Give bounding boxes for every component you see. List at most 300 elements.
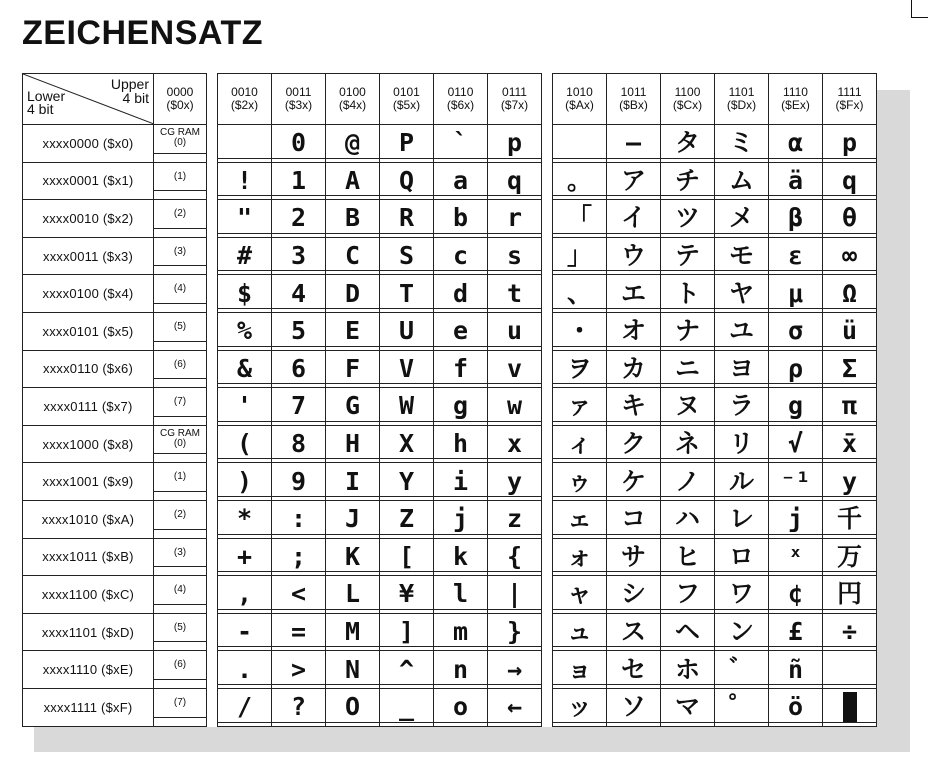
cell-baseline bbox=[607, 383, 660, 384]
cell-baseline bbox=[488, 346, 541, 347]
cell-baseline bbox=[488, 571, 541, 572]
row-label: xxxx1011 ($xB) bbox=[23, 538, 154, 576]
cell-baseline bbox=[823, 158, 876, 159]
column-hex: ($7x) bbox=[500, 98, 529, 112]
cell-baseline bbox=[553, 458, 606, 459]
char-glyph: ネ bbox=[674, 429, 700, 459]
column-header bbox=[380, 74, 434, 125]
char-cell bbox=[218, 425, 272, 463]
cell-baseline bbox=[434, 270, 487, 271]
char-cell bbox=[715, 538, 769, 576]
cell-baseline bbox=[434, 421, 487, 422]
solid-block-glyph bbox=[843, 692, 857, 722]
char-cell bbox=[380, 688, 434, 726]
cell-baseline bbox=[823, 684, 876, 685]
char-cell bbox=[553, 613, 607, 651]
column-gap bbox=[542, 388, 553, 426]
cgram-cell bbox=[154, 688, 207, 726]
cgram-cell bbox=[154, 388, 207, 426]
cell-baseline bbox=[380, 270, 433, 271]
cell-baseline bbox=[434, 571, 487, 572]
column-header bbox=[607, 74, 661, 125]
cgram-cell bbox=[154, 275, 207, 313]
char-glyph: [ bbox=[398, 541, 415, 571]
cell-baseline bbox=[218, 308, 271, 309]
cgram-divider bbox=[154, 341, 206, 342]
char-cell bbox=[434, 350, 488, 388]
char-glyph: ト bbox=[674, 278, 700, 308]
cgram-index: (4) bbox=[173, 283, 187, 295]
cell-baseline bbox=[488, 270, 541, 271]
char-cell bbox=[326, 576, 380, 614]
char-cell bbox=[715, 162, 769, 200]
char-cell bbox=[823, 275, 877, 313]
char-cell bbox=[272, 425, 326, 463]
char-glyph: ; bbox=[290, 541, 307, 571]
char-glyph: c bbox=[452, 241, 469, 271]
cell-baseline bbox=[326, 233, 379, 234]
cell-baseline bbox=[715, 421, 768, 422]
cgram-cell bbox=[154, 538, 207, 576]
char-cell bbox=[661, 425, 715, 463]
char-cell bbox=[434, 162, 488, 200]
char-glyph: ヤ bbox=[728, 278, 754, 308]
cgram-divider bbox=[154, 566, 206, 567]
column-header bbox=[769, 74, 823, 125]
char-cell bbox=[715, 312, 769, 350]
char-glyph: e bbox=[452, 316, 469, 346]
cgram-label bbox=[154, 209, 206, 219]
cgram-index: (5) bbox=[173, 621, 187, 633]
cell-baseline bbox=[434, 346, 487, 347]
cell-baseline bbox=[326, 722, 379, 723]
char-glyph: ヲ bbox=[566, 353, 592, 383]
char-glyph: M bbox=[344, 617, 361, 647]
char-cell bbox=[272, 312, 326, 350]
char-cell bbox=[823, 463, 877, 501]
corner-header bbox=[23, 74, 154, 125]
cell-baseline bbox=[823, 646, 876, 647]
cgram-label bbox=[154, 510, 206, 520]
cell-baseline bbox=[434, 195, 487, 196]
cell-baseline bbox=[488, 421, 541, 422]
table-body bbox=[23, 125, 877, 727]
cell-baseline bbox=[326, 421, 379, 422]
char-cell bbox=[380, 200, 434, 238]
char-cell bbox=[661, 538, 715, 576]
cell-baseline bbox=[607, 684, 660, 685]
char-cell bbox=[326, 613, 380, 651]
char-glyph: 6 bbox=[290, 353, 307, 383]
char-glyph: u bbox=[506, 316, 523, 346]
char-glyph: I bbox=[344, 466, 361, 496]
row-label: xxxx0000 ($x0) bbox=[23, 125, 154, 163]
cgram-divider bbox=[154, 604, 206, 605]
cell-baseline bbox=[434, 534, 487, 535]
table-row bbox=[23, 538, 877, 576]
cell-baseline bbox=[488, 609, 541, 610]
char-cell bbox=[326, 688, 380, 726]
char-glyph: 5 bbox=[290, 316, 307, 346]
column-header bbox=[553, 74, 607, 125]
cell-baseline bbox=[488, 158, 541, 159]
char-cell bbox=[715, 576, 769, 614]
cell-baseline bbox=[715, 684, 768, 685]
char-glyph: メ bbox=[728, 203, 754, 233]
cell-baseline bbox=[218, 158, 271, 159]
char-glyph: y bbox=[506, 466, 523, 496]
char-glyph: モ bbox=[728, 241, 754, 271]
cell-baseline bbox=[823, 722, 876, 723]
column-gap bbox=[542, 576, 553, 614]
char-glyph: o bbox=[452, 692, 469, 722]
char-glyph: Ω bbox=[841, 278, 858, 308]
char-glyph: θ bbox=[841, 203, 858, 233]
char-glyph: ゛ bbox=[728, 654, 754, 684]
char-cell bbox=[272, 651, 326, 689]
char-cell bbox=[488, 463, 542, 501]
column-gap bbox=[207, 388, 218, 426]
column-header bbox=[661, 74, 715, 125]
char-cell bbox=[715, 613, 769, 651]
cgram-index: (3) bbox=[173, 245, 187, 257]
char-cell bbox=[272, 500, 326, 538]
char-glyph: ヌ bbox=[674, 391, 700, 421]
char-cell bbox=[607, 237, 661, 275]
column-hex: ($Ex) bbox=[781, 98, 810, 112]
char-cell bbox=[661, 613, 715, 651]
char-cell bbox=[218, 576, 272, 614]
cell-baseline bbox=[769, 270, 822, 271]
char-glyph: W bbox=[398, 391, 415, 421]
char-cell bbox=[326, 312, 380, 350]
cgram-label bbox=[154, 429, 206, 449]
char-cell bbox=[380, 237, 434, 275]
cell-baseline bbox=[380, 571, 433, 572]
char-cell bbox=[715, 500, 769, 538]
char-cell bbox=[661, 275, 715, 313]
char-glyph: N bbox=[344, 654, 361, 684]
cell-baseline bbox=[823, 571, 876, 572]
cgram-name: CG RAM bbox=[160, 427, 200, 439]
char-glyph: k bbox=[452, 541, 469, 571]
char-cell bbox=[607, 162, 661, 200]
column-hex: ($0x) bbox=[166, 98, 194, 112]
char-cell bbox=[769, 651, 823, 689]
cell-baseline bbox=[434, 233, 487, 234]
cgram-label bbox=[154, 698, 206, 708]
cell-baseline bbox=[769, 534, 822, 535]
column-header bbox=[823, 74, 877, 125]
cgram-cell bbox=[154, 576, 207, 614]
char-glyph: ⁻¹ bbox=[780, 466, 811, 496]
column-hex: ($Fx) bbox=[835, 98, 864, 112]
char-glyph: ソ bbox=[620, 692, 646, 722]
character-set-table bbox=[22, 73, 877, 727]
char-glyph: ヘ bbox=[674, 617, 700, 647]
char-glyph: フ bbox=[674, 579, 700, 609]
cell-baseline bbox=[661, 496, 714, 497]
char-cell bbox=[326, 125, 380, 163]
char-cell bbox=[218, 500, 272, 538]
char-glyph: a bbox=[452, 165, 469, 195]
char-cell bbox=[326, 651, 380, 689]
column-hex: ($4x) bbox=[338, 98, 367, 112]
column-gap bbox=[542, 651, 553, 689]
cell-baseline bbox=[769, 158, 822, 159]
char-glyph: イ bbox=[620, 203, 646, 233]
cgram-label bbox=[154, 585, 206, 595]
char-glyph: y bbox=[841, 466, 858, 496]
char-glyph: ` bbox=[452, 128, 469, 158]
cell-baseline bbox=[380, 534, 433, 535]
char-cell bbox=[218, 125, 272, 163]
char-cell bbox=[553, 388, 607, 426]
cell-baseline bbox=[661, 534, 714, 535]
char-cell bbox=[326, 463, 380, 501]
cell-baseline bbox=[380, 346, 433, 347]
char-cell bbox=[715, 463, 769, 501]
cell-baseline bbox=[218, 496, 271, 497]
cell-baseline bbox=[326, 158, 379, 159]
cell-baseline bbox=[823, 308, 876, 309]
cell-baseline bbox=[769, 571, 822, 572]
cgram-index: (4) bbox=[173, 584, 187, 596]
cell-baseline bbox=[607, 722, 660, 723]
char-cell bbox=[553, 350, 607, 388]
table-row bbox=[23, 613, 877, 651]
column-gap bbox=[207, 237, 218, 275]
upper-text: Upper bbox=[110, 76, 149, 92]
char-glyph: 1 bbox=[290, 165, 307, 195]
char-glyph: ィ bbox=[566, 429, 592, 459]
cell-baseline bbox=[661, 722, 714, 723]
cell-baseline bbox=[607, 195, 660, 196]
char-cell bbox=[661, 162, 715, 200]
table-row bbox=[23, 463, 877, 501]
char-cell bbox=[218, 200, 272, 238]
char-cell bbox=[434, 388, 488, 426]
char-glyph: Q bbox=[398, 165, 415, 195]
char-cell bbox=[769, 350, 823, 388]
char-cell bbox=[434, 425, 488, 463]
char-cell bbox=[823, 576, 877, 614]
column-hex: ($Bx) bbox=[619, 98, 648, 112]
char-cell bbox=[607, 463, 661, 501]
cgram-cell bbox=[154, 350, 207, 388]
char-cell bbox=[661, 688, 715, 726]
cell-baseline bbox=[823, 421, 876, 422]
char-cell bbox=[326, 350, 380, 388]
char-glyph: S bbox=[398, 241, 415, 271]
char-glyph: _ bbox=[398, 692, 415, 722]
cell-baseline bbox=[272, 158, 325, 159]
column-hex: ($6x) bbox=[446, 98, 475, 112]
char-cell bbox=[553, 425, 607, 463]
char-cell bbox=[769, 613, 823, 651]
char-cell bbox=[553, 500, 607, 538]
char-cell bbox=[553, 688, 607, 726]
table-row bbox=[23, 576, 877, 614]
table-row bbox=[23, 200, 877, 238]
char-glyph: オ bbox=[620, 316, 646, 346]
cell-baseline bbox=[326, 571, 379, 572]
cell-baseline bbox=[769, 383, 822, 384]
char-cell bbox=[823, 425, 877, 463]
char-glyph: ÷ bbox=[841, 617, 858, 647]
cell-baseline bbox=[661, 646, 714, 647]
char-cell bbox=[272, 162, 326, 200]
cell-baseline bbox=[607, 308, 660, 309]
cell-baseline bbox=[326, 270, 379, 271]
char-glyph: X bbox=[398, 429, 415, 459]
column-gap bbox=[542, 125, 553, 163]
cell-baseline bbox=[434, 646, 487, 647]
char-glyph: テ bbox=[674, 241, 700, 271]
cell-baseline bbox=[661, 195, 714, 196]
cell-baseline bbox=[769, 233, 822, 234]
char-cell bbox=[607, 125, 661, 163]
char-glyph: σ bbox=[787, 316, 804, 346]
char-glyph: r bbox=[506, 203, 523, 233]
char-cell bbox=[272, 576, 326, 614]
char-glyph: ル bbox=[728, 466, 754, 496]
char-cell bbox=[272, 388, 326, 426]
char-glyph: Z bbox=[398, 504, 415, 534]
char-glyph: B bbox=[344, 203, 361, 233]
char-glyph: = bbox=[290, 617, 307, 647]
cell-baseline bbox=[607, 534, 660, 535]
char-glyph: V bbox=[398, 353, 415, 383]
cell-baseline bbox=[823, 383, 876, 384]
char-cell bbox=[661, 312, 715, 350]
char-glyph: K bbox=[344, 541, 361, 571]
cgram-index: (2) bbox=[173, 508, 187, 520]
char-cell bbox=[434, 200, 488, 238]
cell-baseline bbox=[769, 496, 822, 497]
char-cell bbox=[272, 350, 326, 388]
char-glyph: " bbox=[236, 203, 253, 233]
char-cell bbox=[326, 275, 380, 313]
char-glyph: ス bbox=[620, 617, 646, 647]
row-label: xxxx1100 ($xC) bbox=[23, 576, 154, 614]
page-title: ZEICHENSATZ bbox=[22, 14, 263, 52]
char-glyph: { bbox=[506, 541, 523, 571]
cell-baseline bbox=[380, 496, 433, 497]
char-cell bbox=[553, 651, 607, 689]
char-cell bbox=[769, 538, 823, 576]
cell-baseline bbox=[326, 195, 379, 196]
cgram-label bbox=[154, 284, 206, 294]
table-row bbox=[23, 237, 877, 275]
char-glyph: x̄ bbox=[841, 429, 858, 459]
cell-baseline bbox=[607, 158, 660, 159]
cell-baseline bbox=[218, 722, 271, 723]
cgram-label bbox=[154, 322, 206, 332]
char-cell bbox=[488, 275, 542, 313]
cgram-index: (1) bbox=[173, 170, 187, 182]
column-header bbox=[272, 74, 326, 125]
cell-baseline bbox=[715, 383, 768, 384]
char-cell bbox=[434, 237, 488, 275]
cell-baseline bbox=[488, 233, 541, 234]
cell-baseline bbox=[272, 195, 325, 196]
cell-baseline bbox=[823, 195, 876, 196]
row-label: xxxx1110 ($xE) bbox=[23, 651, 154, 689]
char-glyph: ヨ bbox=[728, 353, 754, 383]
cell-baseline bbox=[715, 458, 768, 459]
cell-baseline bbox=[715, 534, 768, 535]
cell-baseline bbox=[434, 458, 487, 459]
cell-baseline bbox=[272, 458, 325, 459]
char-glyph: ユ bbox=[728, 316, 754, 346]
cell-baseline bbox=[488, 646, 541, 647]
char-glyph: 」 bbox=[566, 241, 592, 271]
cell-baseline bbox=[488, 534, 541, 535]
char-cell bbox=[326, 425, 380, 463]
cell-baseline bbox=[380, 158, 433, 159]
column-header bbox=[488, 74, 542, 125]
cgram-name: CG RAM bbox=[160, 127, 200, 138]
char-cell bbox=[715, 425, 769, 463]
column-header bbox=[434, 74, 488, 125]
cell-baseline bbox=[272, 308, 325, 309]
char-glyph: → bbox=[506, 654, 523, 684]
char-cell bbox=[823, 538, 877, 576]
column-gap bbox=[542, 350, 553, 388]
char-glyph: / bbox=[236, 692, 253, 722]
cell-baseline bbox=[326, 646, 379, 647]
char-glyph: ョ bbox=[566, 654, 592, 684]
char-cell bbox=[553, 463, 607, 501]
char-glyph: i bbox=[452, 466, 469, 496]
cell-baseline bbox=[823, 458, 876, 459]
char-cell bbox=[326, 500, 380, 538]
column-gap bbox=[207, 200, 218, 238]
char-glyph: β bbox=[787, 203, 804, 233]
cgram-cell bbox=[154, 425, 207, 463]
char-glyph: 千 bbox=[836, 504, 862, 534]
cgram-index: (1) bbox=[173, 471, 187, 483]
cell-baseline bbox=[769, 421, 822, 422]
char-glyph: ・ bbox=[566, 316, 592, 346]
row-label: xxxx1000 ($x8) bbox=[23, 425, 154, 463]
cell-baseline bbox=[607, 346, 660, 347]
column-bin: 0110 bbox=[447, 85, 474, 99]
row-label: xxxx0010 ($x2) bbox=[23, 200, 154, 238]
char-cell bbox=[823, 200, 877, 238]
column-gap bbox=[207, 350, 218, 388]
column-gap bbox=[207, 651, 218, 689]
cell-baseline bbox=[661, 458, 714, 459]
char-glyph: £ bbox=[787, 617, 804, 647]
table-row bbox=[23, 688, 877, 726]
cgram-divider bbox=[154, 453, 206, 454]
char-cell bbox=[607, 312, 661, 350]
char-glyph: √ bbox=[787, 429, 804, 459]
char-cell bbox=[488, 613, 542, 651]
char-cell bbox=[607, 388, 661, 426]
char-glyph: O bbox=[344, 692, 361, 722]
char-glyph: ハ bbox=[674, 504, 700, 534]
char-cell bbox=[488, 312, 542, 350]
cell-baseline bbox=[326, 308, 379, 309]
char-glyph: リ bbox=[728, 429, 754, 459]
column-gap bbox=[207, 162, 218, 200]
char-cell bbox=[488, 162, 542, 200]
char-glyph: ナ bbox=[674, 316, 700, 346]
char-cell bbox=[218, 162, 272, 200]
